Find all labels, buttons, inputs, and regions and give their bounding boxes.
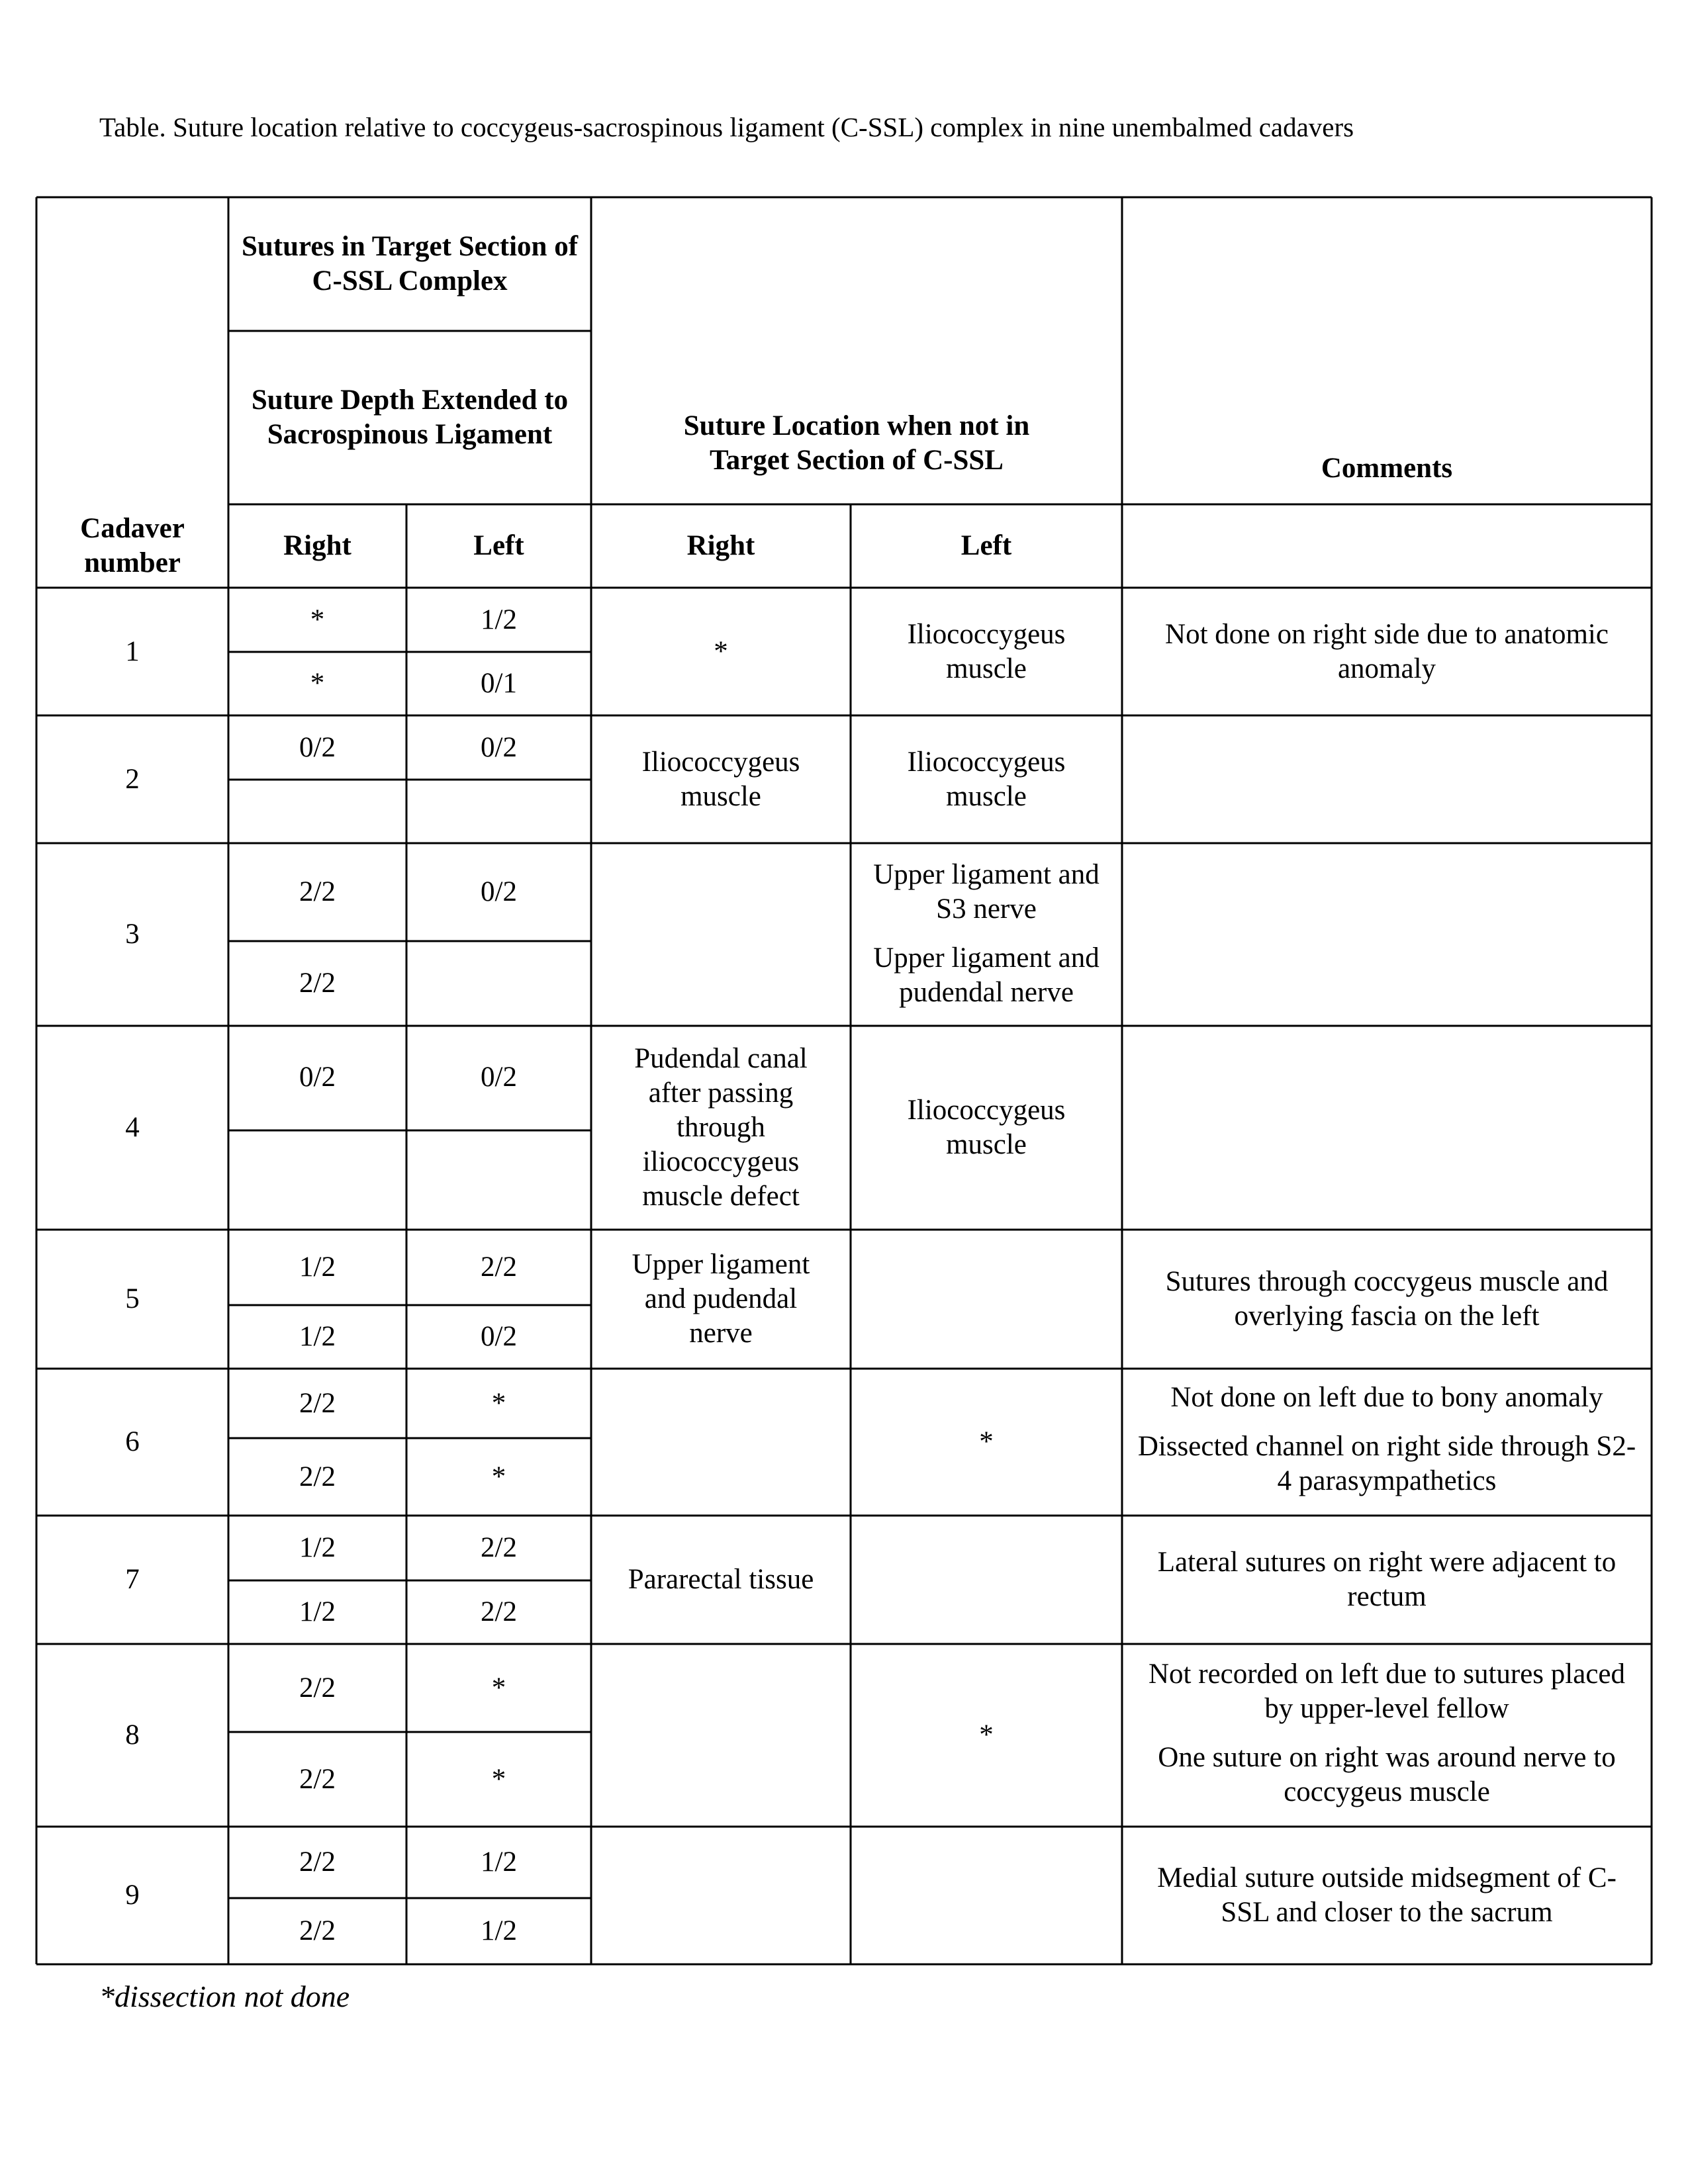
location-right: Pararectal tissue — [628, 1564, 814, 1595]
comment: Sutures through coccygeus muscle and overlying fascia on the left — [1165, 1266, 1609, 1332]
depth-right-2: 2/2 — [299, 1461, 336, 1492]
location-left: Upper ligament and S3 nerve — [873, 859, 1100, 925]
depth-left-2: 0/1 — [481, 668, 517, 699]
header-depth-left: Left — [473, 530, 524, 561]
location-left: Iliococcygeus muscle — [907, 746, 1066, 812]
depth-left-1: 2/2 — [481, 1532, 517, 1563]
depth-right-1: 2/2 — [299, 1672, 336, 1704]
cadaver-number: 9 — [125, 1880, 140, 1911]
location-right: * — [714, 635, 728, 667]
cadaver-number: 4 — [125, 1112, 140, 1143]
cadaver-number: 1 — [125, 635, 140, 667]
depth-right-2: 1/2 — [299, 1596, 336, 1627]
header-location-right: Right — [686, 530, 755, 561]
header-comments: Comments — [1321, 453, 1453, 484]
header-location-left: Left — [961, 530, 1012, 561]
location-left-second: Upper ligament and pudendal nerve — [873, 942, 1100, 1008]
depth-left-1: 0/2 — [481, 731, 517, 763]
header-suture-location: Suture Location when not in Target Section of C-SSL — [683, 410, 1030, 476]
depth-right-1: 1/2 — [299, 1532, 336, 1563]
depth-right-1: 0/2 — [299, 731, 336, 763]
comment: Not done on right side due to anatomic anomaly — [1165, 618, 1609, 684]
location-left: Iliococcygeus muscle — [907, 1095, 1066, 1160]
footnote: *dissection not done — [99, 1979, 350, 2013]
depth-left-1: 1/2 — [481, 604, 517, 635]
header-cadaver-number: Cadaver number — [80, 513, 185, 578]
comment-second: One suture on right was around nerve to coccygeus muscle — [1158, 1742, 1616, 1807]
depth-right-2: 1/2 — [299, 1321, 336, 1352]
depth-right-1: 2/2 — [299, 1387, 336, 1419]
location-left: * — [979, 1719, 994, 1751]
depth-right-1: 2/2 — [299, 1846, 336, 1878]
depth-left-2: * — [491, 1763, 506, 1795]
depth-left-2: 1/2 — [481, 1915, 517, 1946]
depth-left-1: 0/2 — [481, 876, 517, 907]
cadaver-number: 3 — [125, 919, 140, 950]
comment-second: Dissected channel on right side through S2-4 parasympathetics — [1137, 1431, 1636, 1496]
header-depth-right: Right — [283, 530, 352, 561]
depth-right-1: 0/2 — [299, 1062, 336, 1093]
comment: Not recorded on left due to sutures placed by upper-level fellow — [1149, 1659, 1625, 1724]
comment: Lateral sutures on right were adjacent to rectum — [1157, 1547, 1617, 1612]
location-right: Iliococcygeus muscle — [641, 746, 800, 812]
location-left: Iliococcygeus muscle — [907, 618, 1066, 684]
depth-left-2: 2/2 — [481, 1596, 517, 1627]
cadaver-number: 8 — [125, 1719, 140, 1751]
header-suture-depth: Suture Depth Extended to Sacrospinous Ligament — [251, 385, 569, 450]
header-target-section: Sutures in Target Section of C-SSL Complex — [241, 231, 579, 296]
cadaver-number: 7 — [125, 1564, 140, 1595]
depth-left-1: 0/2 — [481, 1062, 517, 1093]
cadaver-number: 5 — [125, 1283, 140, 1314]
depth-right-1: 1/2 — [299, 1251, 336, 1283]
depth-right-2: 2/2 — [299, 1915, 336, 1946]
location-left: * — [979, 1426, 994, 1457]
depth-left-1: * — [491, 1387, 506, 1419]
location-right: Pudendal canal after passing through iliococcygeus muscle defect — [634, 1043, 808, 1212]
comment: Not done on left due to bony anomaly — [1170, 1382, 1603, 1413]
cadaver-number: 6 — [125, 1426, 140, 1457]
comment: Medial suture outside midsegment of C-SSL and closer to the sacrum — [1157, 1862, 1617, 1928]
depth-right-1: 2/2 — [299, 876, 336, 907]
depth-left-1: * — [491, 1672, 506, 1704]
depth-left-2: 0/2 — [481, 1321, 517, 1352]
depth-left-2: * — [491, 1461, 506, 1492]
cadaver-number: 2 — [125, 763, 140, 795]
location-right: Upper ligament and pudendal nerve — [632, 1249, 810, 1349]
depth-right-2: 2/2 — [299, 968, 336, 999]
depth-right-2: * — [310, 668, 325, 699]
depth-right-2: 2/2 — [299, 1763, 336, 1795]
depth-left-1: 2/2 — [481, 1251, 517, 1283]
depth-left-1: 1/2 — [481, 1846, 517, 1878]
depth-right-1: * — [310, 604, 325, 635]
table-caption: Table. Suture location relative to coccygeus-sacrospinous ligament (C-SSL) complex in nine unembalmed cadavers — [99, 112, 1354, 142]
